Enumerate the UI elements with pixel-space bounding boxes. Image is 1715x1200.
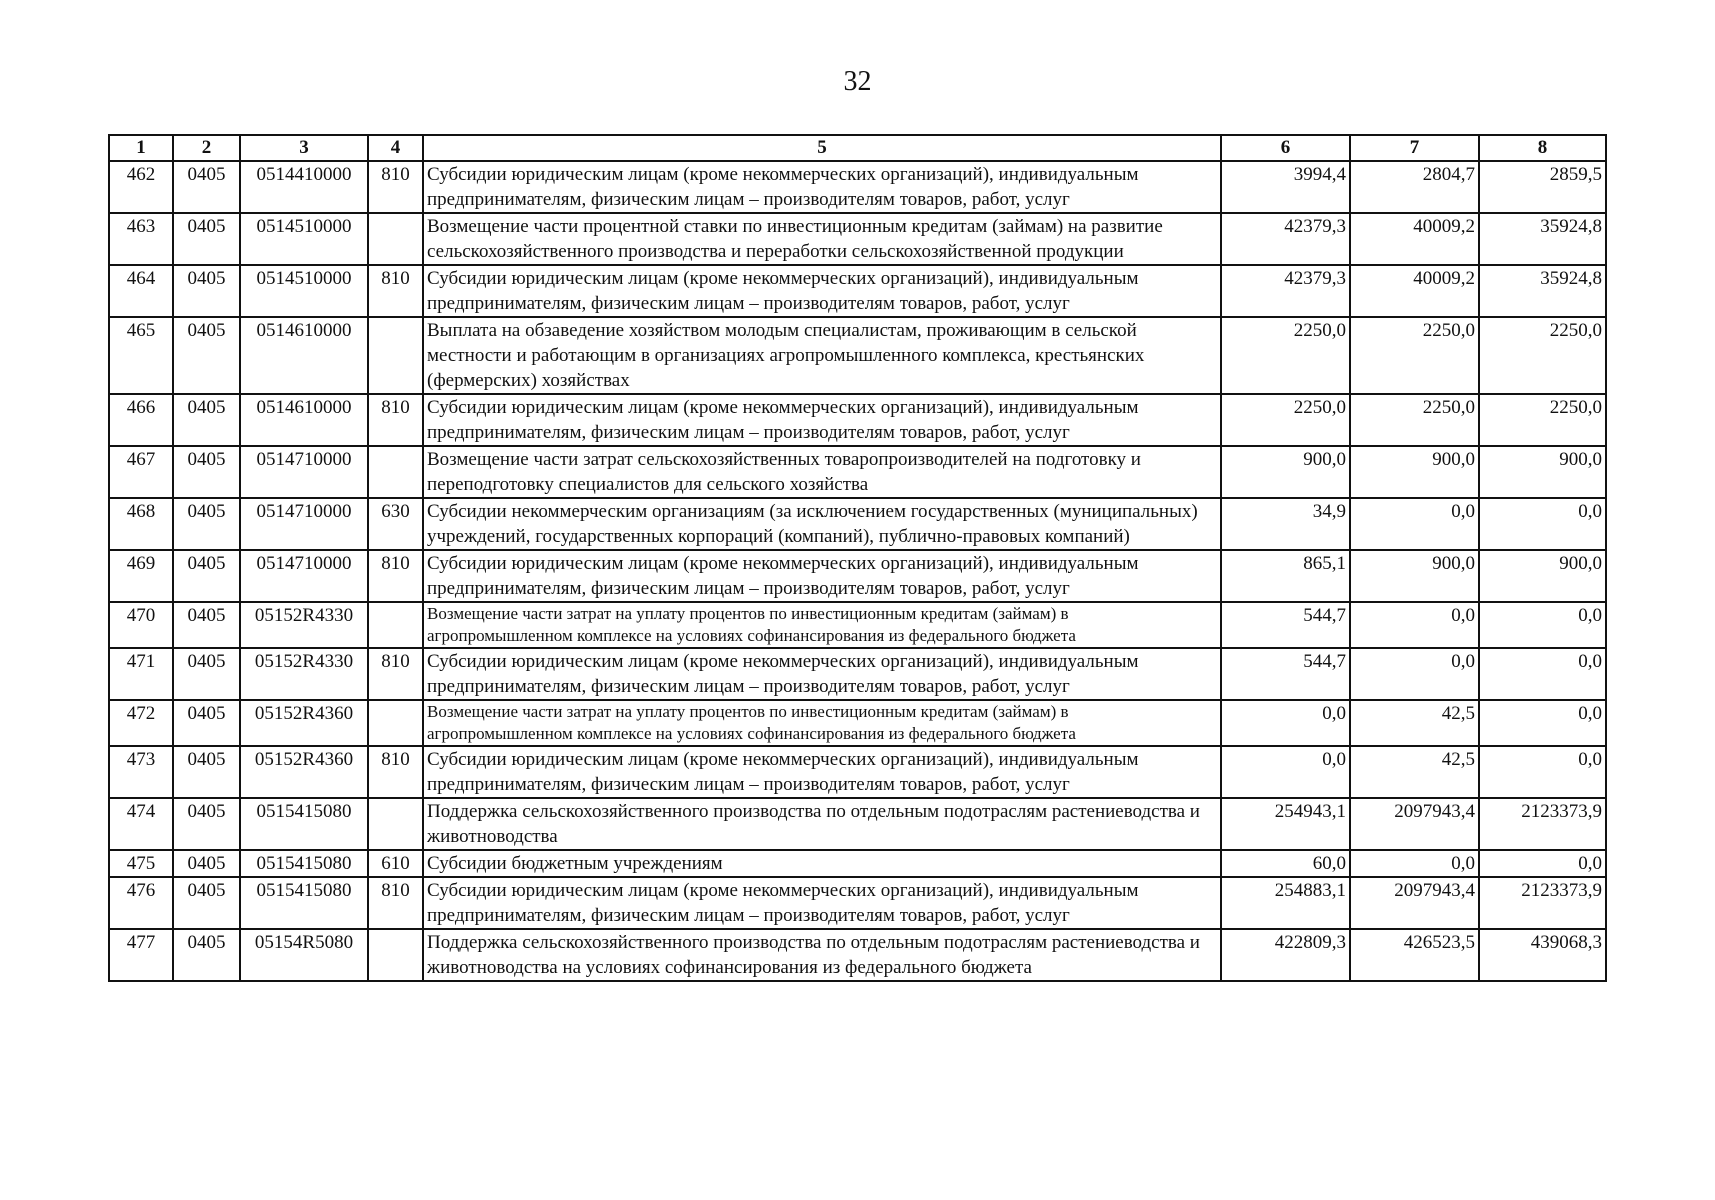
value-cell-col6: 254943,1 xyxy=(1221,798,1350,850)
row-number-cell: 474 xyxy=(109,798,173,850)
item-name-cell: Субсидии бюджетным учреждениям xyxy=(423,850,1221,877)
target-code-cell: 0514710000 xyxy=(240,446,368,498)
expense-type-cell: 610 xyxy=(368,850,423,877)
value-cell-col8: 35924,8 xyxy=(1479,213,1606,265)
item-name-cell: Поддержка сельскохозяйственного производства по отдельным подотраслям растениеводства и животноводства на условиях софинансирования из федерального бюджета xyxy=(423,929,1221,981)
row-number-cell: 463 xyxy=(109,213,173,265)
table-row xyxy=(109,550,1606,602)
table-row xyxy=(109,602,1606,648)
target-code-cell: 0515415080 xyxy=(240,798,368,850)
expense-type-cell: 810 xyxy=(368,550,423,602)
value-cell-col7: 0,0 xyxy=(1350,648,1479,700)
section-code-cell: 0405 xyxy=(173,850,240,877)
item-name-cell: Поддержка сельскохозяйственного производства по отдельным подотраслям растениеводства и животноводства xyxy=(423,798,1221,850)
section-code-cell: 0405 xyxy=(173,877,240,929)
table-row xyxy=(109,446,1606,498)
target-code-cell: 05154R5080 xyxy=(240,929,368,981)
row-number-cell: 470 xyxy=(109,602,173,648)
target-code-cell: 0514610000 xyxy=(240,394,368,446)
table-row xyxy=(109,850,1606,877)
value-cell-col8: 2250,0 xyxy=(1479,394,1606,446)
value-cell-col8: 0,0 xyxy=(1479,602,1606,648)
value-cell-col7: 2097943,4 xyxy=(1350,877,1479,929)
value-cell-col7: 40009,2 xyxy=(1350,213,1479,265)
item-name-cell: Субсидии некоммерческим организациям (за исключением государственных (муниципальных) учреждений, государственных корпораций (компаний), публично-правовых компаний) xyxy=(423,498,1221,550)
column-header: 4 xyxy=(368,135,423,161)
section-code-cell: 0405 xyxy=(173,746,240,798)
table-row xyxy=(109,929,1606,981)
value-cell-col7: 42,5 xyxy=(1350,746,1479,798)
section-code-cell: 0405 xyxy=(173,929,240,981)
value-cell-col8: 900,0 xyxy=(1479,446,1606,498)
expense-type-cell xyxy=(368,446,423,498)
target-code-cell: 0515415080 xyxy=(240,850,368,877)
value-cell-col6: 254883,1 xyxy=(1221,877,1350,929)
row-number-cell: 464 xyxy=(109,265,173,317)
row-number-cell: 472 xyxy=(109,700,173,746)
page-number: 32 xyxy=(843,66,872,97)
value-cell-col7: 2250,0 xyxy=(1350,394,1479,446)
value-cell-col7: 0,0 xyxy=(1350,602,1479,648)
expense-type-cell: 810 xyxy=(368,265,423,317)
row-number-cell: 467 xyxy=(109,446,173,498)
table-row xyxy=(109,877,1606,929)
value-cell-col8: 439068,3 xyxy=(1479,929,1606,981)
column-header: 2 xyxy=(173,135,240,161)
expense-type-cell xyxy=(368,602,423,648)
target-code-cell: 0514510000 xyxy=(240,213,368,265)
table-row xyxy=(109,648,1606,700)
section-code-cell: 0405 xyxy=(173,602,240,648)
section-code-cell: 0405 xyxy=(173,161,240,213)
value-cell-col8: 2123373,9 xyxy=(1479,877,1606,929)
value-cell-col8: 2250,0 xyxy=(1479,317,1606,394)
table-row xyxy=(109,265,1606,317)
table-row xyxy=(109,394,1606,446)
section-code-cell: 0405 xyxy=(173,213,240,265)
item-name-cell: Возмещение части затрат сельскохозяйственных товаропроизводителей на подготовку и переподготовку специалистов для сельского хозяйства xyxy=(423,446,1221,498)
item-name-cell: Субсидии юридическим лицам (кроме некоммерческих организаций), индивидуальным предпринимателям, физическим лицам – производителям товаров, работ, услуг xyxy=(423,161,1221,213)
value-cell-col7: 0,0 xyxy=(1350,850,1479,877)
section-code-cell: 0405 xyxy=(173,317,240,394)
value-cell-col6: 42379,3 xyxy=(1221,213,1350,265)
value-cell-col6: 544,7 xyxy=(1221,648,1350,700)
row-number-cell: 471 xyxy=(109,648,173,700)
target-code-cell: 0514710000 xyxy=(240,498,368,550)
value-cell-col8: 0,0 xyxy=(1479,746,1606,798)
table-row xyxy=(109,746,1606,798)
target-code-cell: 0514710000 xyxy=(240,550,368,602)
target-code-cell: 0514510000 xyxy=(240,265,368,317)
value-cell-col8: 35924,8 xyxy=(1479,265,1606,317)
section-code-cell: 0405 xyxy=(173,394,240,446)
expense-type-cell xyxy=(368,798,423,850)
section-code-cell: 0405 xyxy=(173,798,240,850)
table-row xyxy=(109,161,1606,213)
row-number-cell: 476 xyxy=(109,877,173,929)
target-code-cell: 0514410000 xyxy=(240,161,368,213)
value-cell-col7: 900,0 xyxy=(1350,550,1479,602)
table-row xyxy=(109,798,1606,850)
value-cell-col7: 2250,0 xyxy=(1350,317,1479,394)
column-header: 3 xyxy=(240,135,368,161)
value-cell-col6: 544,7 xyxy=(1221,602,1350,648)
item-name-cell: Выплата на обзаведение хозяйством молодым специалистам, проживающим в сельской местности и работающим в организациях агропромышленного комплекса, крестьянских (фермерских) хозяйствах xyxy=(423,317,1221,394)
row-number-cell: 477 xyxy=(109,929,173,981)
value-cell-col6: 3994,4 xyxy=(1221,161,1350,213)
budget-table xyxy=(108,134,1607,982)
value-cell-col8: 0,0 xyxy=(1479,498,1606,550)
expense-type-cell: 810 xyxy=(368,746,423,798)
row-number-cell: 466 xyxy=(109,394,173,446)
value-cell-col7: 42,5 xyxy=(1350,700,1479,746)
column-header: 1 xyxy=(109,135,173,161)
row-number-cell: 468 xyxy=(109,498,173,550)
value-cell-col7: 2804,7 xyxy=(1350,161,1479,213)
value-cell-col6: 865,1 xyxy=(1221,550,1350,602)
item-name-cell: Субсидии юридическим лицам (кроме некоммерческих организаций), индивидуальным предпринимателям, физическим лицам – производителям товаров, работ, услуг xyxy=(423,394,1221,446)
expense-type-cell: 810 xyxy=(368,161,423,213)
value-cell-col6: 34,9 xyxy=(1221,498,1350,550)
value-cell-col7: 900,0 xyxy=(1350,446,1479,498)
value-cell-col6: 2250,0 xyxy=(1221,394,1350,446)
column-header: 8 xyxy=(1479,135,1606,161)
value-cell-col6: 60,0 xyxy=(1221,850,1350,877)
table-row xyxy=(109,498,1606,550)
item-name-cell: Возмещение части затрат на уплату процентов по инвестиционным кредитам (займам) в агропромышленном комплексе на условиях софинансирования из федерального бюджета xyxy=(423,602,1221,648)
item-name-cell: Возмещение части процентной ставки по инвестиционным кредитам (займам) на развитие сельскохозяйственного производства и переработки сельскохозяйственной продукции xyxy=(423,213,1221,265)
expense-type-cell xyxy=(368,317,423,394)
value-cell-col7: 0,0 xyxy=(1350,498,1479,550)
value-cell-col8: 0,0 xyxy=(1479,850,1606,877)
column-header: 7 xyxy=(1350,135,1479,161)
expense-type-cell xyxy=(368,213,423,265)
item-name-cell: Субсидии юридическим лицам (кроме некоммерческих организаций), индивидуальным предпринимателям, физическим лицам – производителям товаров, работ, услуг xyxy=(423,648,1221,700)
target-code-cell: 05152R4360 xyxy=(240,746,368,798)
row-number-cell: 469 xyxy=(109,550,173,602)
expense-type-cell: 630 xyxy=(368,498,423,550)
value-cell-col7: 40009,2 xyxy=(1350,265,1479,317)
table-row xyxy=(109,317,1606,394)
value-cell-col8: 900,0 xyxy=(1479,550,1606,602)
row-number-cell: 462 xyxy=(109,161,173,213)
item-name-cell: Субсидии юридическим лицам (кроме некоммерческих организаций), индивидуальным предпринимателям, физическим лицам – производителям товаров, работ, услуг xyxy=(423,550,1221,602)
row-number-cell: 473 xyxy=(109,746,173,798)
target-code-cell: 0515415080 xyxy=(240,877,368,929)
item-name-cell: Субсидии юридическим лицам (кроме некоммерческих организаций), индивидуальным предпринимателям, физическим лицам – производителям товаров, работ, услуг xyxy=(423,746,1221,798)
value-cell-col6: 900,0 xyxy=(1221,446,1350,498)
value-cell-col8: 2123373,9 xyxy=(1479,798,1606,850)
section-code-cell: 0405 xyxy=(173,648,240,700)
table-row xyxy=(109,700,1606,746)
section-code-cell: 0405 xyxy=(173,498,240,550)
target-code-cell: 05152R4330 xyxy=(240,648,368,700)
value-cell-col7: 2097943,4 xyxy=(1350,798,1479,850)
expense-type-cell xyxy=(368,929,423,981)
column-header: 5 xyxy=(423,135,1221,161)
value-cell-col8: 2859,5 xyxy=(1479,161,1606,213)
item-name-cell: Субсидии юридическим лицам (кроме некоммерческих организаций), индивидуальным предпринимателям, физическим лицам – производителям товаров, работ, услуг xyxy=(423,265,1221,317)
section-code-cell: 0405 xyxy=(173,446,240,498)
column-header: 6 xyxy=(1221,135,1350,161)
value-cell-col8: 0,0 xyxy=(1479,700,1606,746)
target-code-cell: 05152R4330 xyxy=(240,602,368,648)
value-cell-col6: 2250,0 xyxy=(1221,317,1350,394)
value-cell-col6: 0,0 xyxy=(1221,746,1350,798)
section-code-cell: 0405 xyxy=(173,700,240,746)
value-cell-col6: 422809,3 xyxy=(1221,929,1350,981)
value-cell-col6: 0,0 xyxy=(1221,700,1350,746)
expense-type-cell: 810 xyxy=(368,394,423,446)
table-body xyxy=(109,161,1606,981)
expense-type-cell: 810 xyxy=(368,648,423,700)
section-code-cell: 0405 xyxy=(173,265,240,317)
target-code-cell: 0514610000 xyxy=(240,317,368,394)
header-row xyxy=(109,135,1606,161)
section-code-cell: 0405 xyxy=(173,550,240,602)
target-code-cell: 05152R4360 xyxy=(240,700,368,746)
item-name-cell: Субсидии юридическим лицам (кроме некоммерческих организаций), индивидуальным предпринимателям, физическим лицам – производителям товаров, работ, услуг xyxy=(423,877,1221,929)
expense-type-cell xyxy=(368,700,423,746)
table-row xyxy=(109,213,1606,265)
row-number-cell: 475 xyxy=(109,850,173,877)
row-number-cell: 465 xyxy=(109,317,173,394)
value-cell-col8: 0,0 xyxy=(1479,648,1606,700)
value-cell-col7: 426523,5 xyxy=(1350,929,1479,981)
item-name-cell: Возмещение части затрат на уплату процентов по инвестиционным кредитам (займам) в агропромышленном комплексе на условиях софинансирования из федерального бюджета xyxy=(423,700,1221,746)
expense-type-cell: 810 xyxy=(368,877,423,929)
value-cell-col6: 42379,3 xyxy=(1221,265,1350,317)
